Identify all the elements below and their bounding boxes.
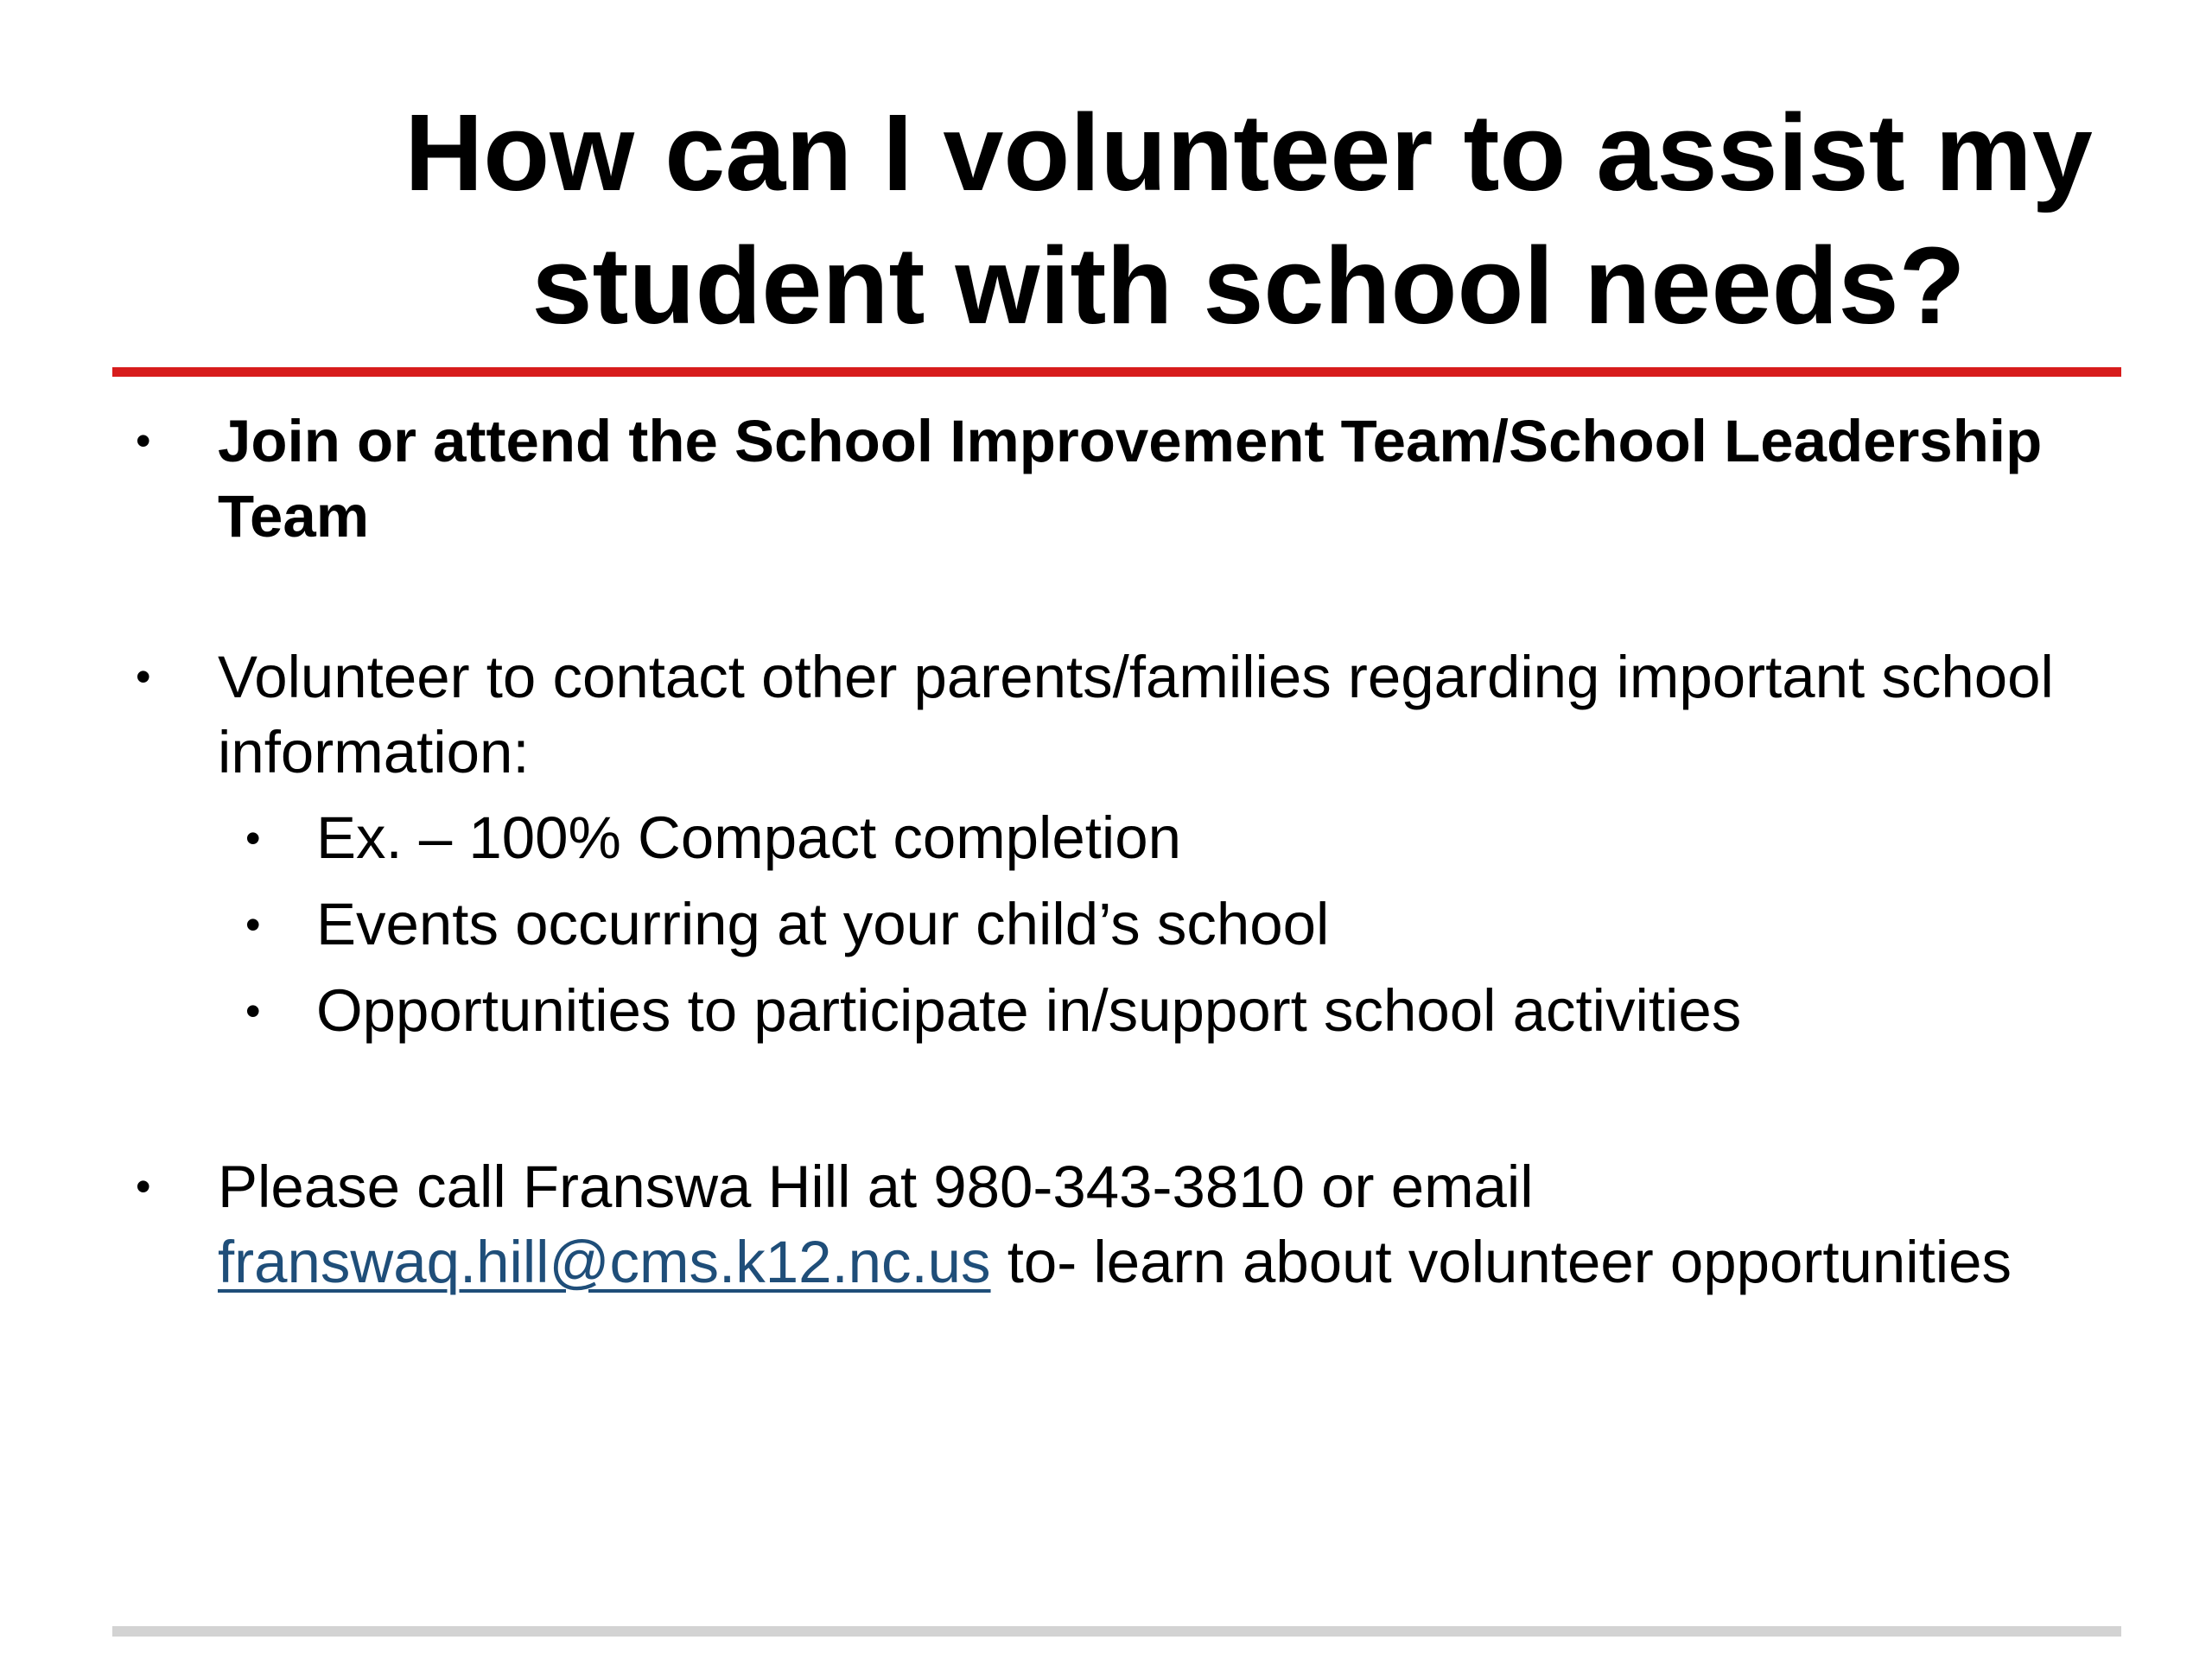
sub-bullet-item	[245, 968, 2153, 1054]
bullet-item-improvement-team	[136, 404, 2153, 554]
bullet-item-contact-parents	[136, 639, 2153, 1054]
sub-bullet-item	[245, 795, 2153, 881]
sub-bullet-text: Opportunities to participate in/support school activities	[316, 977, 1742, 1044]
bullet-dot: •	[136, 652, 151, 701]
email-link[interactable]: franswaq.hill@cms.k12.nc.us	[218, 1229, 991, 1295]
bullet-text-tail: to- learn about volunteer opportunities	[990, 1229, 2012, 1295]
bullet-dot: •	[136, 1162, 151, 1211]
sub-bullet-text: Ex. – 100% Compact completion	[316, 804, 1182, 871]
bullet-dot: •	[245, 814, 261, 862]
bullet-text: Please call Franswa Hill at 980-343-3810 or email	[218, 1154, 1534, 1220]
bullet-dot: •	[245, 900, 261, 949]
sub-bullet-text: Events occurring at your child’s school	[316, 891, 1330, 957]
bullet-text: Join or attend the School Improvement Team/School Leadership Team	[218, 408, 2043, 550]
slide-title: How can I volunteer to assist my student with school needs?	[404, 92, 2093, 346]
bullet-dot: •	[245, 987, 261, 1035]
sub-bullet-list	[218, 795, 2153, 1054]
bullet-dot: •	[136, 416, 151, 465]
bullet-text: Volunteer to contact other parents/families regarding important school information:	[218, 644, 2054, 785]
footer-divider	[112, 1626, 2121, 1637]
sub-bullet-item	[245, 881, 2153, 968]
bullet-item-contact-info	[136, 1149, 2153, 1300]
